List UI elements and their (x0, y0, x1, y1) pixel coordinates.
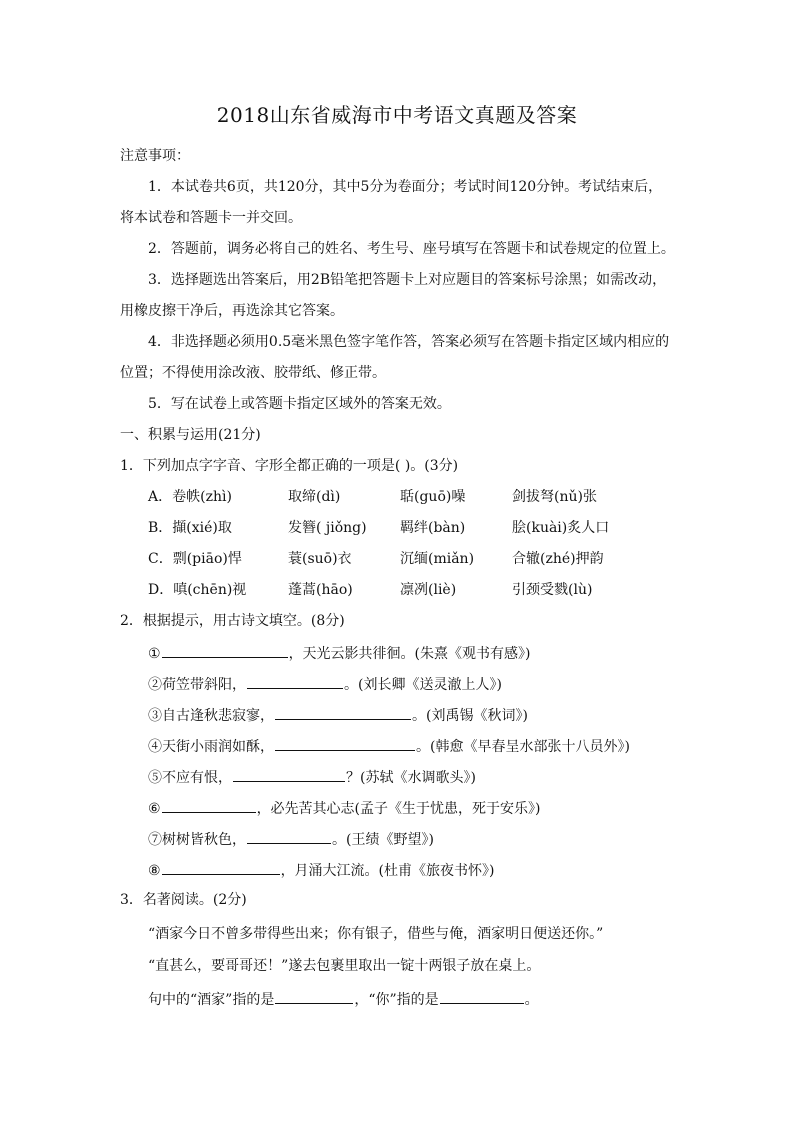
question-1-stem: 1．下列加点字字音、字形全都正确的一项是( )。(3分) (120, 458, 459, 474)
section-heading: 一、积累与运用(21分) (120, 427, 261, 443)
answer-blank[interactable] (275, 704, 411, 720)
option-d-word-1: D．嗔(chēn)视 (148, 582, 247, 598)
poem-fill-prompt: ① (148, 646, 161, 662)
option-c-word-3: 沉缅(miǎn) (400, 551, 475, 567)
poem-fill-8 (148, 859, 495, 881)
answer-blank[interactable] (247, 828, 331, 844)
novel-quote-2: “直甚么，要哥哥还！”遂去包裹里取出一锭十两银子放在桌上。 (148, 958, 541, 974)
answer-blank[interactable] (275, 735, 415, 751)
question-2-stem: 2．根据提示，用古诗文填空。(8分) (120, 613, 345, 629)
poem-fill-1 (148, 642, 531, 664)
notice-item-4a: 4．非选择题必须用0.5毫米黑色签字笔作答，答案必须写在答题卡指定区域内相应的 (148, 334, 670, 350)
poem-fill-7 (148, 828, 434, 850)
notice-item-1b: 将本试卷和答题卡一并交回。 (120, 210, 302, 226)
notice-heading: 注意事项： (120, 148, 190, 164)
option-a-word-2: 取缔(dì) (288, 489, 341, 505)
answer-blank[interactable] (162, 859, 280, 875)
poem-fill-source: 。(刘长卿《送灵澈上人》) (344, 677, 502, 693)
option-b-word-4: 脍(kuài)炙人口 (512, 520, 610, 536)
poem-fill-source: 。(韩愈《早春呈水部张十八员外》) (416, 739, 630, 755)
poem-fill-prompt: ⑦树树皆秋色， (148, 832, 246, 848)
notice-item-3a: 3．选择题选出答案后，用2B铅笔把答题卡上对应题目的答案标号涂黑；如需改动， (148, 272, 667, 288)
option-a-word-1: A．卷帙(zhì) (148, 489, 232, 505)
option-b-word-2: 发簪( jiǒng) (288, 520, 367, 536)
answer-blank-ni[interactable] (440, 988, 524, 1004)
poem-fill-prompt: ⑥ (148, 801, 161, 817)
ask-text-2: ，“你”指的是 (354, 992, 439, 1008)
answer-blank[interactable] (247, 673, 343, 689)
option-d-word-4: 引颈受戮(lù) (512, 582, 593, 598)
novel-quote-1: “酒家今日不曾多带得些出来；你有银子，借些与俺，酒家明日便送还你。” (148, 926, 604, 942)
notice-item-5: 5．写在试卷上或答题卡指定区域外的答案无效。 (148, 396, 451, 412)
poem-fill-source: ，天光云影共徘徊。(朱熹《观书有感》) (288, 646, 531, 662)
answer-blank[interactable] (162, 797, 256, 813)
option-a-word-4: 剑拔弩(nǔ)张 (512, 489, 597, 505)
question-3-ask (148, 988, 539, 1010)
poem-fill-4 (148, 735, 630, 757)
option-b-word-1: B．擷(xié)取 (148, 520, 232, 536)
option-c-word-1: C．剽(piāo)悍 (148, 551, 242, 567)
poem-fill-prompt: ③自古逢秋悲寂寥， (148, 708, 274, 724)
option-a-word-3: 聒(guō)噪 (400, 489, 466, 505)
poem-fill-source: ，月涌大江流。(杜甫《旅夜书怀》) (280, 863, 495, 879)
poem-fill-source: ？(苏轼《水调歌头》) (346, 770, 476, 786)
poem-fill-prompt: ⑧ (148, 863, 161, 879)
notice-item-2: 2．答题前，调务必将自己的姓名、考生号、座号填写在答题卡和试卷规定的位置上。 (148, 241, 675, 257)
option-d-word-3: 凛冽(liè) (400, 582, 457, 598)
page-title: 2018山东省威海市中考语文真题及答案 (216, 103, 578, 127)
poem-fill-source: 。(王绩《野望》) (332, 832, 434, 848)
option-c-word-4: 合辙(zhé)押韵 (512, 551, 604, 567)
poem-fill-6 (148, 797, 541, 819)
poem-fill-5 (148, 766, 476, 788)
poem-fill-source: 。(刘禹锡《秋词》) (412, 708, 528, 724)
option-d-word-2: 蓬蒿(hāo) (288, 582, 353, 598)
ask-text-1: 句中的“酒家”指的是 (148, 992, 275, 1008)
answer-blank-jiujia[interactable] (275, 988, 353, 1004)
answer-blank[interactable] (233, 766, 345, 782)
option-b-word-3: 羁绊(bàn) (400, 520, 466, 536)
question-3-stem: 3．名著阅读。(2分) (120, 892, 247, 908)
poem-fill-source: ，必先苦其心志(孟子《生于忧患，死于安乐》) (256, 801, 541, 817)
notice-item-3b: 用橡皮擦干净后，再选涂其它答案。 (120, 303, 344, 319)
poem-fill-prompt: ⑤不应有恨， (148, 770, 232, 786)
option-c-word-2: 蓑(suō)衣 (288, 551, 352, 567)
poem-fill-prompt: ④天街小雨润如酥， (148, 739, 274, 755)
poem-fill-3 (148, 704, 528, 726)
ask-text-3: 。 (524, 992, 539, 1008)
notice-item-4b: 位置；不得使用涂改液、胶带纸、修正带。 (120, 365, 386, 381)
poem-fill-prompt: ②荷笠带斜阳， (148, 677, 246, 693)
answer-blank[interactable] (162, 642, 288, 658)
notice-item-1a: 1．本试卷共6页，共120分，其中5分为卷面分；考试时间120分钟。考试结束后， (148, 179, 663, 195)
poem-fill-2 (148, 673, 502, 695)
